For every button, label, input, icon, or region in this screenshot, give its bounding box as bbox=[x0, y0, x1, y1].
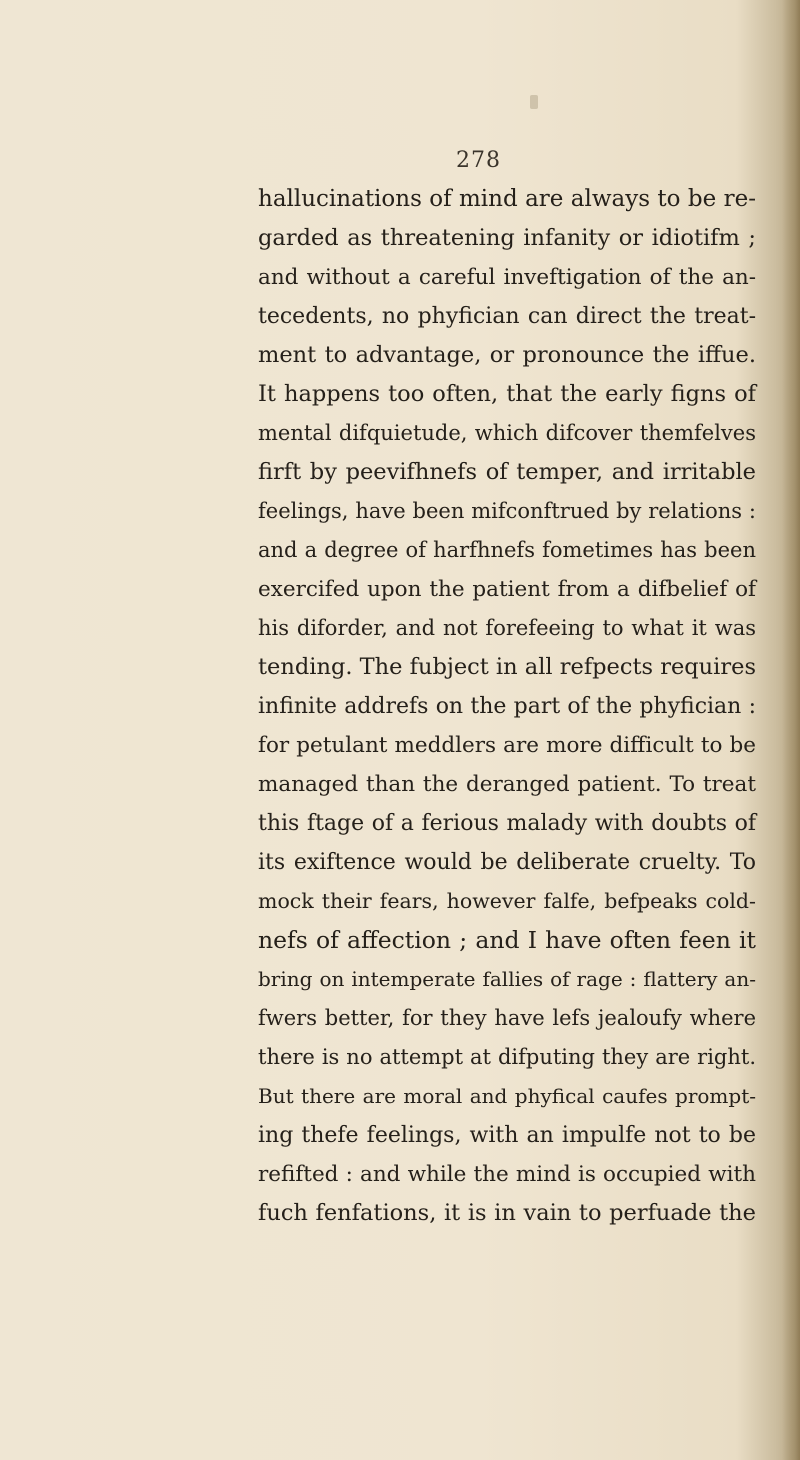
text-line: ing thefe feelings, with an impulfe not to be bbox=[258, 1123, 756, 1148]
body-text bbox=[258, 180, 756, 1233]
text-line: his diforder, and not forefeeing to what it was bbox=[258, 616, 756, 640]
print-mark bbox=[530, 95, 538, 109]
text-line: hallucinations of mind are always to be re- bbox=[258, 186, 756, 212]
page-number: 278 bbox=[456, 148, 501, 173]
text-line: mental difquietude, which difcover themfelves bbox=[258, 421, 756, 445]
text-line: bring on intemperate fallies of rage : flattery an- bbox=[258, 967, 756, 991]
text-line: managed than the deranged patient. To treat bbox=[258, 772, 756, 797]
text-line: and without a careful inveftigation of the an- bbox=[258, 265, 756, 290]
text-line: refifted : and while the mind is occupied with bbox=[258, 1162, 756, 1187]
text-line: there is no attempt at difputing they are right. bbox=[258, 1045, 756, 1069]
text-line: for petulant meddlers are more difficult to be bbox=[258, 733, 756, 758]
page-edge-shadow bbox=[782, 0, 800, 1460]
text-line: fwers better, for they have lefs jealoufy where bbox=[258, 1006, 756, 1030]
text-line: ment to advantage, or pronounce the iffue. bbox=[258, 342, 756, 368]
text-line: tecedents, no phyfician can direct the treat- bbox=[258, 304, 756, 329]
text-line: firft by peevifhnefs of temper, and irritable bbox=[258, 459, 756, 485]
text-line: its exiftence would be deliberate cruelty. To bbox=[258, 850, 756, 875]
text-line: nefs of affection ; and I have often feen it bbox=[258, 926, 756, 954]
text-line: tending. The fubject in all refpects requires bbox=[258, 654, 756, 680]
text-line: garded as threatening infanity or idiotifm ; bbox=[258, 225, 756, 251]
text-line: mock their fears, however falfe, befpeaks cold- bbox=[258, 889, 756, 913]
text-line: feelings, have been mifconftrued by relations : bbox=[258, 499, 756, 523]
text-line: this ftage of a ferious malady with doubts of bbox=[258, 811, 756, 836]
text-line: It happens too often, that the early figns of bbox=[258, 381, 756, 407]
text-line: But there are moral and phyfical caufes prompt- bbox=[258, 1084, 756, 1108]
text-line: infinite addrefs on the part of the phyfician : bbox=[258, 694, 756, 719]
text-line: fuch fenfations, it is in vain to perfuade the bbox=[258, 1200, 756, 1226]
text-line: and a degree of harfhnefs fometimes has been bbox=[258, 538, 756, 562]
text-line: exercifed upon the patient from a difbelief of bbox=[258, 577, 756, 602]
